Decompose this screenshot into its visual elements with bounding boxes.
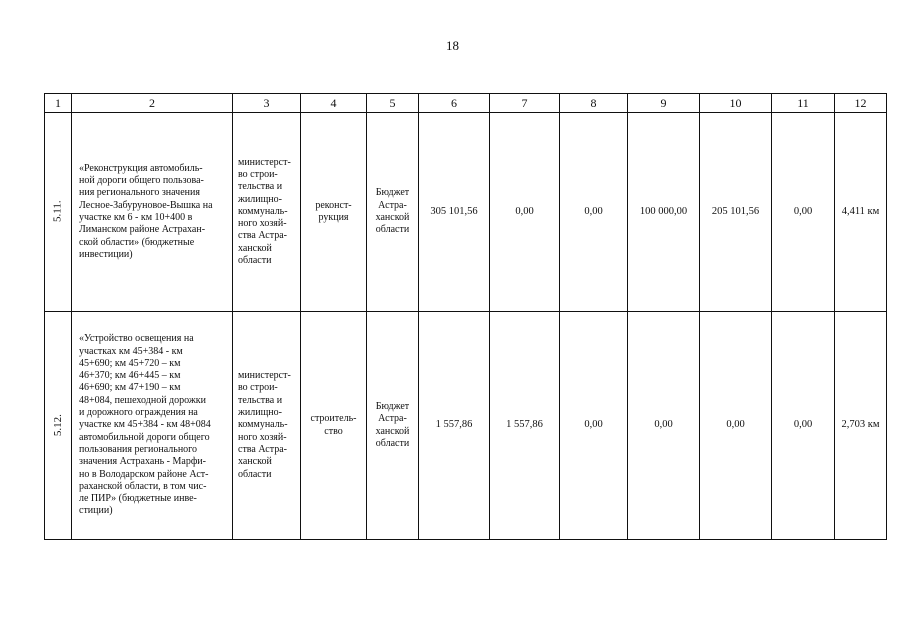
column-header-4: 4 [301, 94, 367, 113]
project-description: «Устройство освещения на участках км 45+384 - км 45+690; км 45+720 – км 46+370; км 46+445 – км 46+690; км 47+190 – км 48+084, пешеходной дорожки и дорожного ограждения на участке км 45+384 - км 48+084 автомобильной дороги общего пользования регионального значения Астрахань - Марфи- но в Володарском районе Аст- раханской области, в том чис- ле ПИР» (бюджетные инве- стиции) [72, 312, 233, 540]
row-number-cell [45, 312, 72, 540]
column-header-7: 7 [490, 94, 560, 113]
value-col-10: 0,00 [700, 312, 772, 540]
value-col-9: 100 000,00 [628, 113, 700, 312]
column-header-2: 2 [72, 94, 233, 113]
value-col-9: 0,00 [628, 312, 700, 540]
value-col-7: 1 557,86 [490, 312, 560, 540]
value-col-11: 0,00 [772, 312, 835, 540]
column-header-8: 8 [560, 94, 628, 113]
table-row [45, 113, 887, 312]
row-number: 5.12. [51, 413, 64, 436]
column-header-12: 12 [835, 94, 887, 113]
responsible-ministry: министерст- во строи- тельства и жилищно- коммуналь- ного хозяй- ства Астра- ханской области [233, 113, 301, 312]
value-col-6: 1 557,86 [419, 312, 490, 540]
column-header-1: 1 [45, 94, 72, 113]
value-col-6: 305 101,56 [419, 113, 490, 312]
row-number-cell [45, 113, 72, 312]
data-table [44, 93, 887, 540]
column-header-6: 6 [419, 94, 490, 113]
header-row [45, 94, 887, 113]
responsible-ministry: министерст- во строи- тельства и жилищно- коммуналь- ного хозяй- ства Астра- ханской области [233, 312, 301, 540]
column-header-11: 11 [772, 94, 835, 113]
table-row [45, 312, 887, 540]
column-header-10: 10 [700, 94, 772, 113]
funding-source: Бюджет Астра- ханской области [367, 312, 419, 540]
column-header-3: 3 [233, 94, 301, 113]
length-value: 2,703 км [835, 312, 887, 540]
value-col-8: 0,00 [560, 312, 628, 540]
column-header-5: 5 [367, 94, 419, 113]
work-type: строитель- ство [301, 312, 367, 540]
value-col-11: 0,00 [772, 113, 835, 312]
length-value: 4,411 км [835, 113, 887, 312]
value-col-7: 0,00 [490, 113, 560, 312]
funding-source: Бюджет Астра- ханской области [367, 113, 419, 312]
page-number: 18 [446, 38, 459, 53]
value-col-8: 0,00 [560, 113, 628, 312]
column-header-9: 9 [628, 94, 700, 113]
value-col-10: 205 101,56 [700, 113, 772, 312]
work-type: реконст- рукция [301, 113, 367, 312]
project-description: «Реконструкция автомобиль- ной дороги общего пользова- ния регионального значения Лесное-Забуруновое-Вышка на участке км 6 - км 10+400 в Лиманском районе Астрахан- ской области» (бюджетные инвестиции) [72, 113, 233, 312]
row-number: 5.11. [51, 200, 64, 223]
